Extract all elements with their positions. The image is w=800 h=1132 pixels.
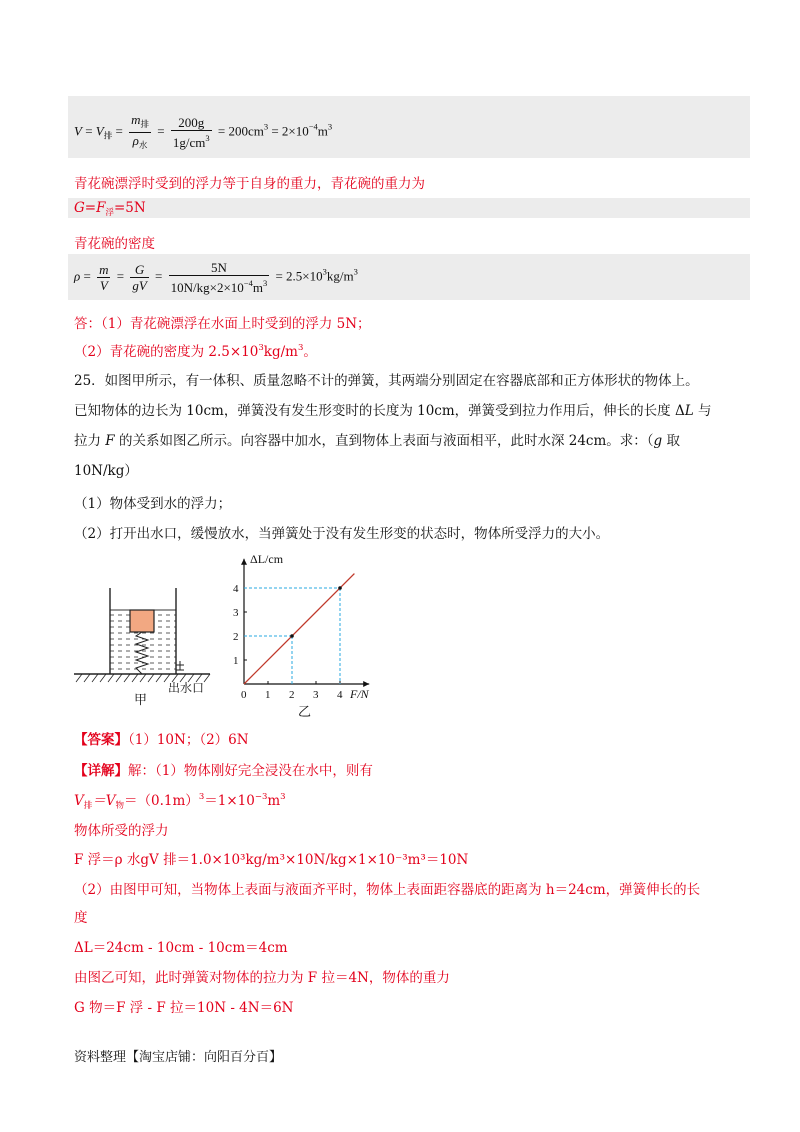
formula-volume: $V = V_排$ = $\frac{m_排}{\rho_水}$ = $\frac{200g}{1g/cm^3}$ = $200cm^3 = 2\times 10^{-4}m^3$ [74,112,333,150]
answer-line: 【答案】（1）10N；（2）6N [74,732,249,748]
container-spring-figure [70,552,220,712]
detail-line-7: 由图乙可知，此时弹簧对物体的拉力为 F 拉＝4N，物体的重力 [74,970,450,986]
y-tick-label: 4 [233,583,239,595]
detail-line-8: G 物＝F 浮 - F 拉＝10N - 4N＝6N [74,1000,294,1016]
spring-extension-chart [226,552,386,722]
question-25-line-4: 10N/kg） [74,463,138,479]
figure-jia-label: 甲 [134,693,148,708]
density-heading: 青花碗的密度 [74,236,155,252]
figure-yi-label: 乙 [298,705,312,720]
detail-line-5: （2）由图甲可知，当物体上表面与液面齐平时，物体上表面距容器底的距离为 h＝24cm，弹簧伸长的长 [74,882,701,898]
cube-object [130,610,154,632]
previous-answer-1: 答：（1）青花碗漂浮在水面上时受到的浮力 5N； [74,316,371,332]
data-point [338,586,342,590]
y-tick-label: 1 [233,655,239,667]
formula-gravity: $G=F_浮=5N$ [74,200,146,218]
x-tick-label: 1 [265,689,271,701]
x-tick-label: 0 [241,689,247,701]
question-25-line-3: 拉力 F 的关系如图乙所示。向容器中加水，直到物体上表面与液面相平，此时水深 24cm。求：（g 取 [74,433,680,449]
x-tick-label: 4 [337,689,343,701]
x-axis-label: F/N [350,687,369,701]
answer-tag: 【答案】 [74,732,128,748]
outlet-valve-icon [176,661,184,670]
formula-band-2 [68,198,750,218]
float-statement: 青花碗漂浮时受到的浮力等于自身的重力，青花碗的重力为 [74,176,425,192]
y-axis-arrow [241,559,247,565]
footer-source: 资料整理【淘宝店铺：向阳百分百】 [74,1050,283,1065]
series-line [244,574,354,684]
question-25-line-1: 25．如图甲所示，有一体积、质量忽略不计的弹簧，其两端分别固定在容器底部和正方体形状的物体上。 [74,373,699,389]
x-tick-label: 2 [289,689,295,701]
detail-line-4: F 浮＝ρ 水gV 排＝1.0×10³kg/m³×10N/kg×1×10⁻³m³＝10N [74,852,469,868]
detail-tag: 【详解】 [74,763,128,779]
y-tick-label: 3 [233,607,239,619]
detail-line-3: 物体所受的浮力 [74,823,169,839]
detail-line-5b: 度 [74,910,88,926]
data-point [290,634,294,638]
question-25-line-2: 已知物体的边长为 10cm，弹簧没有发生形变时的长度为 10cm，弹簧受到拉力作用后，伸长的长度 ΔL 与 [74,403,712,419]
y-axis-label: ΔL/cm [250,552,284,566]
question-25-part-1: （1）物体受到水的浮力； [74,496,232,512]
y-tick-label: 2 [233,631,239,643]
formula-density: ρ = $\frac{m}{V}$ = $\frac{G}{gV}$ = $\frac{5N}{10N/kg\times 2\times 10^{-4}m^3}$ = $2.5\times 10^3kg/m^3$ [74,260,358,295]
detail-line-2: $V_排=V_物=(0.1m)^3=1\times 10^{-3}m^3$ [74,792,286,811]
question-25-part-2: （2）打开出水口，缓慢放水，当弹簧处于没有发生形变的状态时，物体所受浮力的大小。 [74,526,610,542]
x-tick-label: 3 [313,689,319,701]
outlet-label: 出水口 [168,681,205,695]
detail-line-6: ΔL＝24cm - 10cm - 10cm＝4cm [74,940,288,956]
detail-line-1: 【详解】解：（1）物体刚好完全浸没在水中，则有 [74,763,373,779]
previous-answer-2: （2）青花碗的密度为 $2.5\times 10^3kg/m^3$。 [74,343,317,360]
